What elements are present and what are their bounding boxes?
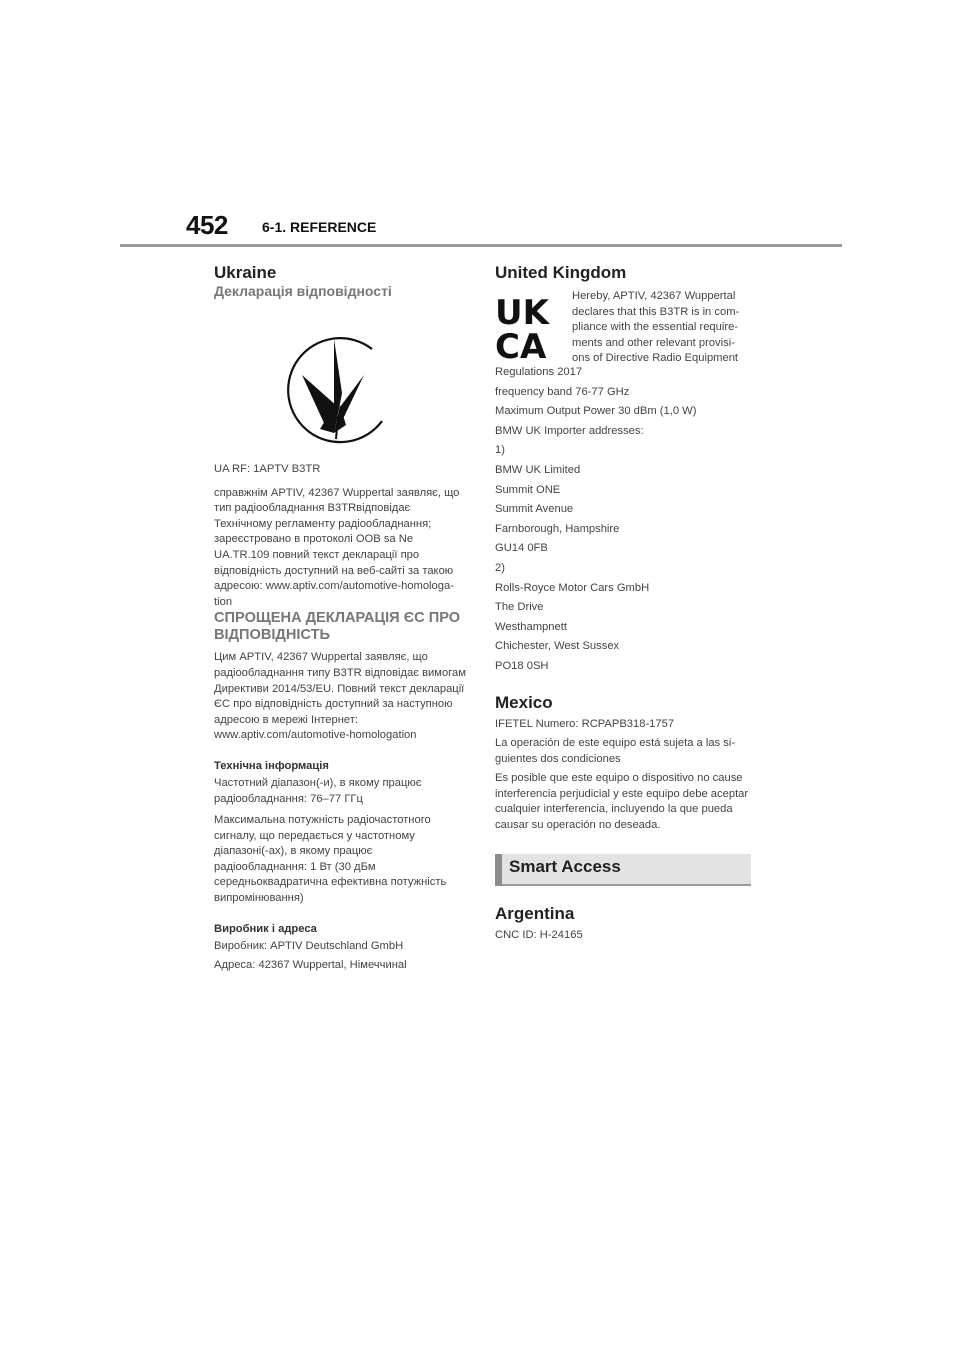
uk-line: Westhampnett bbox=[495, 620, 567, 633]
page-number: 452 bbox=[186, 210, 228, 240]
uk-line: 2) bbox=[495, 561, 505, 574]
uk-line: Chichester, West Sussex bbox=[495, 640, 620, 653]
cnc-id-line: CNC ID: H-24165 bbox=[495, 928, 583, 941]
ukca-mark-icon bbox=[495, 294, 563, 360]
uk-line: BMW UK Importer addresses: bbox=[495, 424, 644, 437]
uk-details-list bbox=[495, 385, 751, 675]
mexico-para-1: La operación de este equipo está sujeta a las si-guientes dos condiciones bbox=[495, 737, 736, 765]
eu-declaration-text: Цим APTIV, 42367 Wuppertal заявляє, що радіообладнання типу B3TR відповідає вимогам Директиви 2014/53/EU. Повний текст декларації ЄС про відповідність доступний за наступною адресою в мережі Інтернет: www.aptiv.com/automotive-homologation bbox=[214, 651, 466, 742]
uk-title: United Kingdom bbox=[495, 263, 627, 282]
uk-line: Farnborough, Hampshire bbox=[495, 522, 620, 535]
ukca-logo-bottom: CA bbox=[495, 327, 547, 360]
uk-line: Summit Avenue bbox=[495, 503, 574, 516]
frequency-text: Частотний діапазон(-и), в якому працює радіообладнання: 76–77 ГГц bbox=[214, 776, 422, 805]
uk-declaration-block bbox=[495, 290, 751, 365]
uk-line: PO18 0SH bbox=[495, 659, 549, 672]
section-label: 6-1. REFERENCE bbox=[262, 219, 377, 235]
uk-declaration-text: Hereby, APTIV, 42367 Wuppertal declares that this B3TR is in com-pliance with the essential require-ments and other relevant provisi-ons of Directive Radio Equipment bbox=[572, 290, 740, 365]
smart-access-banner bbox=[495, 854, 751, 886]
smart-access-title: Smart Access bbox=[509, 856, 621, 876]
eu-declaration-heading: СПРОЩЕНА ДЕКЛАРАЦІЯ ЄС ПРО ВІДПОВІДНІСТЬ bbox=[214, 610, 461, 644]
uk-line: Summit ONE bbox=[495, 483, 561, 496]
left-column bbox=[214, 258, 466, 974]
manufacturer-text: Виробник: APTIV Deutschland GmbH bbox=[214, 939, 404, 952]
header-rule bbox=[120, 244, 842, 247]
address-text: Адреса: 42367 Wuppertal, Німеччинаl bbox=[214, 959, 407, 972]
uk-line: The Drive bbox=[495, 601, 544, 614]
argentina-title: Argentina bbox=[495, 903, 575, 923]
mexico-para-2: Es posible que este equipo o dispositivo no cause interferencia perjudicial y este equipo debe aceptar cualquier interferencia, incluyendo la que pueda causar su operación no deseada. bbox=[495, 772, 749, 832]
ua-declaration-text: справжнім APTIV, 42367 Wuppertal заявляє, що тип радіообладнання B3TRвідповідає Технічному регламенту радіообладнання; зареєстровано в протоколі OOB sa Ne UA.TR.109 повний текст декларації про відповідність доступний на веб-сайті за такою адресою: www.aptiv.com/automotive-homologa-tion bbox=[214, 486, 460, 608]
uk-line: 1) bbox=[495, 444, 505, 457]
uk-declaration-end: Regulations 2017 bbox=[495, 366, 583, 378]
manufacturer-heading: Виробник і адреса bbox=[214, 922, 317, 935]
ukca-logo-top: UK bbox=[495, 294, 549, 333]
ukraine-subtitle: Декларація відповідності bbox=[214, 283, 392, 299]
uk-line: Rolls-Royce Motor Cars GmbH bbox=[495, 581, 650, 594]
power-text: Максимальна потужність радіочастотного сигналу, що передається у частотному діапазоні(-ах), в якому працює радіообладнання: 1 Вт (30 дБм середньоквадратична ефективна потужність випромінювання) bbox=[214, 814, 447, 905]
ua-rf-line: UA RF: 1APTV B3TR bbox=[214, 463, 321, 475]
ua-conformity-mark-icon bbox=[276, 325, 392, 451]
uk-line: frequency band 76-77 GHz bbox=[495, 385, 630, 398]
mexico-title: Mexico bbox=[495, 692, 553, 712]
tech-info-heading: Технічна інформація bbox=[214, 759, 329, 772]
uk-line: Maximum Output Power 30 dBm (1,0 W) bbox=[495, 405, 697, 418]
right-column bbox=[495, 258, 751, 943]
banner-accent-bar bbox=[495, 854, 502, 886]
uk-line: BMW UK Limited bbox=[495, 463, 581, 476]
uk-line: GU14 0FB bbox=[495, 542, 548, 555]
ifetel-line: IFETEL Numero: RCPAPB318-1757 bbox=[495, 717, 675, 730]
ukraine-title: Ukraine bbox=[214, 263, 277, 282]
